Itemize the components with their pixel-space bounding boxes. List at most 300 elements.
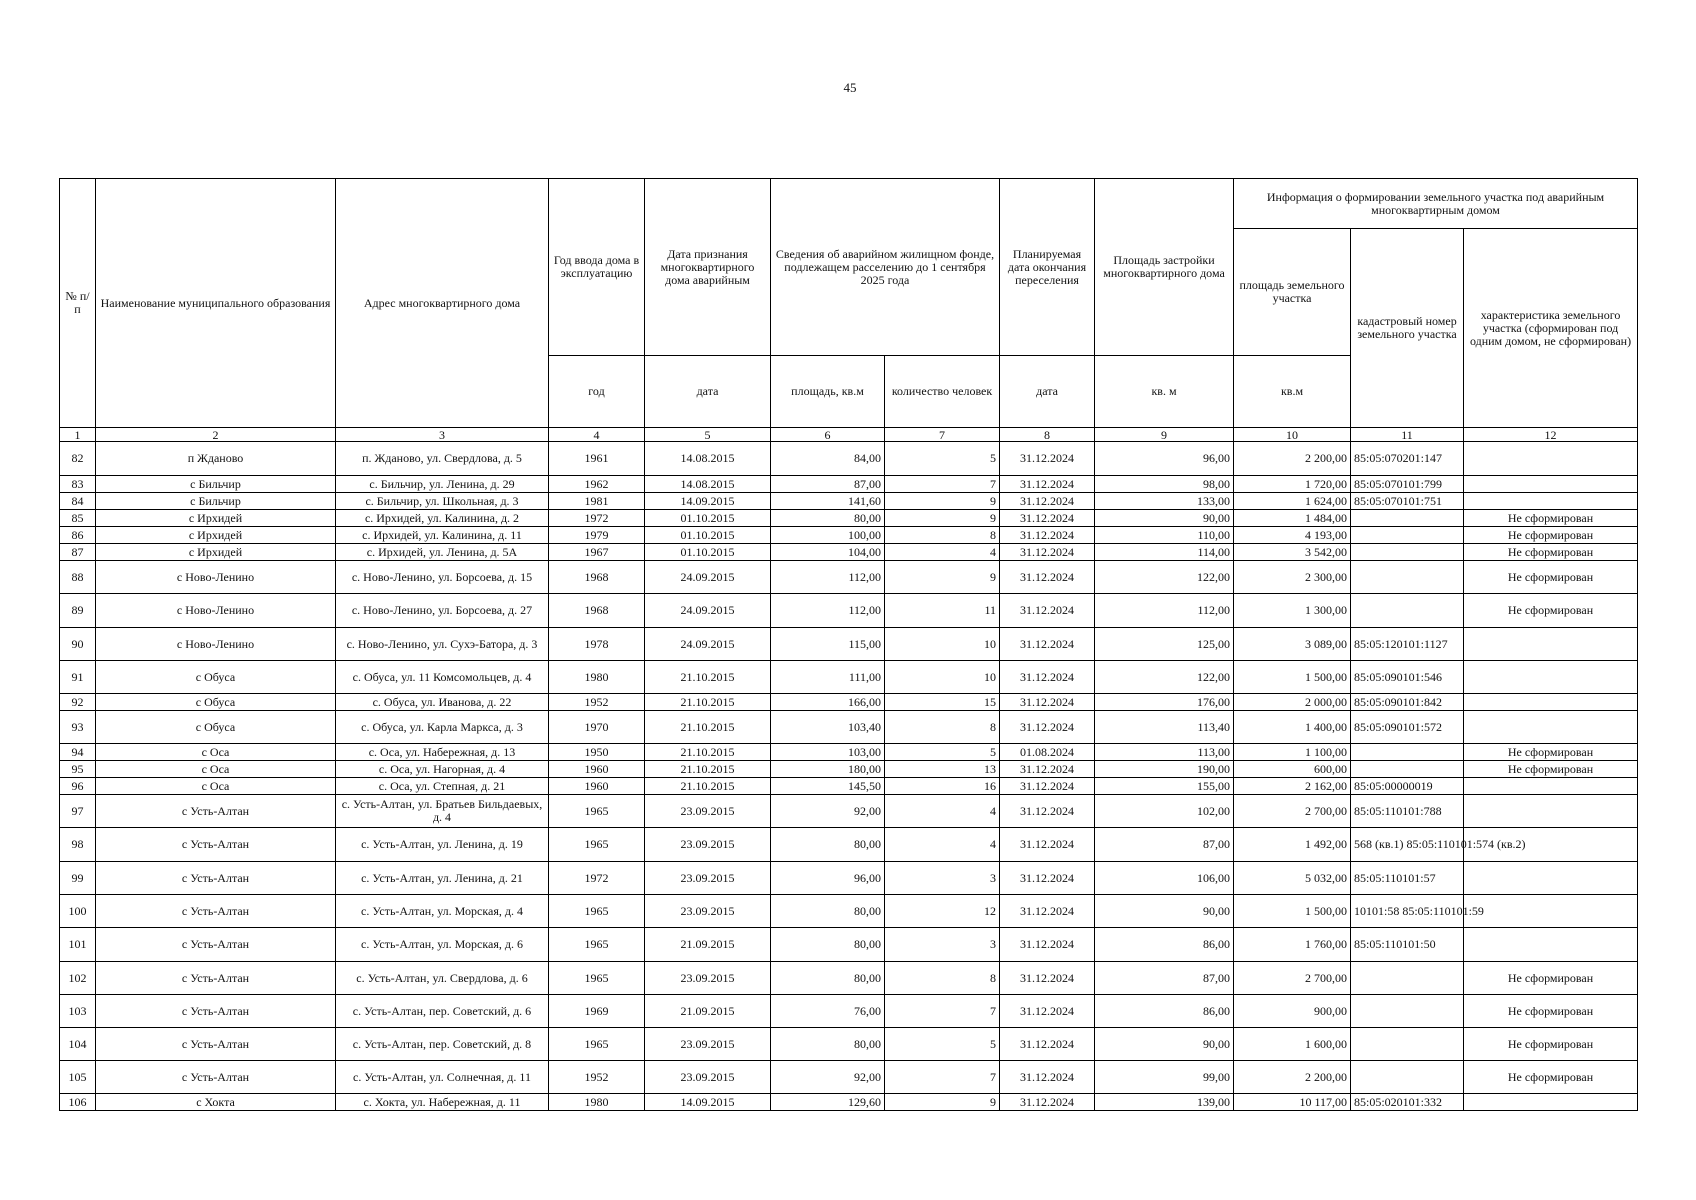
people-count-cell: 8 — [885, 711, 1000, 744]
commission-year-cell: 1968 — [549, 561, 645, 594]
cadastral-number-cell — [1351, 561, 1464, 594]
column-number: 11 — [1351, 428, 1464, 442]
municipality-cell: с Обуса — [96, 711, 336, 744]
cadastral-number-cell: 10101:58 85:05:110101:59 — [1351, 895, 1464, 928]
land-area-cell: 1 484,00 — [1234, 510, 1351, 527]
building-area-cell: 139,00 — [1095, 1094, 1234, 1111]
emergency-area-cell: 80,00 — [771, 928, 885, 962]
emergency-date-cell: 23.09.2015 — [645, 962, 771, 995]
table-row — [60, 510, 1638, 527]
emergency-date-cell: 14.08.2015 — [645, 442, 771, 476]
land-characteristic-cell — [1464, 928, 1638, 962]
emergency-area-cell: 100,00 — [771, 527, 885, 544]
emergency-area-cell: 92,00 — [771, 1061, 885, 1094]
cadastral-number-cell — [1351, 761, 1464, 778]
table-row — [60, 761, 1638, 778]
people-count-cell: 7 — [885, 995, 1000, 1028]
header-municipality: Наименование муниципального образования — [96, 179, 336, 428]
land-characteristic-cell: Не сформирован — [1464, 510, 1638, 527]
address-cell: с. Бильчир, ул. Ленина, д. 29 — [336, 476, 549, 493]
municipality-cell: с Ирхидей — [96, 527, 336, 544]
planned-date-cell: 31.12.2024 — [1000, 962, 1095, 995]
building-area-cell: 176,00 — [1095, 694, 1234, 711]
building-area-cell: 90,00 — [1095, 1028, 1234, 1061]
land-area-cell: 1 500,00 — [1234, 895, 1351, 928]
header-land-characteristic: характеристика земельного участка (сформирован под одним домом, не сформирован) — [1464, 229, 1638, 428]
subheader-people: количество человек — [885, 356, 1000, 428]
building-area-cell: 122,00 — [1095, 561, 1234, 594]
cadastral-number-cell: 85:05:110101:57 — [1351, 862, 1464, 895]
land-characteristic-cell: Не сформирован — [1464, 527, 1638, 544]
subheader-land-sqm: кв.м — [1234, 356, 1351, 428]
building-area-cell: 125,00 — [1095, 628, 1234, 661]
table-row — [60, 895, 1638, 928]
header-land-area: площадь земельного участка — [1234, 229, 1351, 356]
land-area-cell: 1 400,00 — [1234, 711, 1351, 744]
row-number-cell: 90 — [60, 628, 96, 661]
emergency-date-cell: 24.09.2015 — [645, 594, 771, 628]
land-area-cell: 3 542,00 — [1234, 544, 1351, 561]
commission-year-cell: 1960 — [549, 778, 645, 795]
planned-date-cell: 31.12.2024 — [1000, 527, 1095, 544]
cadastral-number-cell: 85:05:110101:50 — [1351, 928, 1464, 962]
emergency-date-cell: 21.10.2015 — [645, 761, 771, 778]
table-row — [60, 694, 1638, 711]
table-row — [60, 628, 1638, 661]
row-number-cell: 91 — [60, 661, 96, 694]
cadastral-number-cell: 85:05:090101:572 — [1351, 711, 1464, 744]
column-number: 5 — [645, 428, 771, 442]
municipality-cell: п Жданово — [96, 442, 336, 476]
address-cell: с. Усть-Алтан, пер. Советский, д. 8 — [336, 1028, 549, 1061]
commission-year-cell: 1970 — [549, 711, 645, 744]
column-number: 4 — [549, 428, 645, 442]
table-row — [60, 561, 1638, 594]
municipality-cell: с Оса — [96, 778, 336, 795]
header-number: № п/п — [60, 179, 96, 428]
commission-year-cell: 1981 — [549, 493, 645, 510]
address-cell: с. Обуса, ул. 11 Комсомольцев, д. 4 — [336, 661, 549, 694]
emergency-date-cell: 14.09.2015 — [645, 493, 771, 510]
municipality-cell: с Ново-Ленино — [96, 628, 336, 661]
address-cell: с. Усть-Алтан, ул. Солнечная, д. 11 — [336, 1061, 549, 1094]
land-area-cell: 1 600,00 — [1234, 1028, 1351, 1061]
municipality-cell: с Обуса — [96, 661, 336, 694]
address-cell: с. Оса, ул. Набережная, д. 13 — [336, 744, 549, 761]
building-area-cell: 90,00 — [1095, 895, 1234, 928]
commission-year-cell: 1972 — [549, 862, 645, 895]
land-characteristic-cell — [1464, 862, 1638, 895]
emergency-date-cell: 21.10.2015 — [645, 711, 771, 744]
land-area-cell: 2 700,00 — [1234, 795, 1351, 828]
building-area-cell: 90,00 — [1095, 510, 1234, 527]
planned-date-cell: 31.12.2024 — [1000, 862, 1095, 895]
building-area-cell: 113,00 — [1095, 744, 1234, 761]
commission-year-cell: 1972 — [549, 510, 645, 527]
municipality-cell: с Хокта — [96, 1094, 336, 1111]
row-number-cell: 89 — [60, 594, 96, 628]
planned-date-cell: 31.12.2024 — [1000, 493, 1095, 510]
emergency-area-cell: 84,00 — [771, 442, 885, 476]
land-area-cell: 2 000,00 — [1234, 694, 1351, 711]
cadastral-number-cell: 85:05:120101:1127 — [1351, 628, 1464, 661]
table-row — [60, 527, 1638, 544]
table-row — [60, 795, 1638, 828]
emergency-date-cell: 21.09.2015 — [645, 995, 771, 1028]
subheader-year: год — [549, 356, 645, 428]
cadastral-number-cell: 85:05:070101:751 — [1351, 493, 1464, 510]
building-area-cell: 86,00 — [1095, 995, 1234, 1028]
planned-date-cell: 31.12.2024 — [1000, 928, 1095, 962]
header-building-area: Площадь застройки многоквартирного дома — [1095, 179, 1234, 356]
people-count-cell: 5 — [885, 1028, 1000, 1061]
table-row — [60, 744, 1638, 761]
municipality-cell: с Усть-Алтан — [96, 795, 336, 828]
people-count-cell: 8 — [885, 527, 1000, 544]
building-area-cell: 114,00 — [1095, 544, 1234, 561]
cadastral-number-cell — [1351, 995, 1464, 1028]
municipality-cell: с Усть-Алтан — [96, 1028, 336, 1061]
row-number-cell: 101 — [60, 928, 96, 962]
people-count-cell: 8 — [885, 962, 1000, 995]
row-number-cell: 86 — [60, 527, 96, 544]
emergency-date-cell: 21.10.2015 — [645, 778, 771, 795]
emergency-area-cell: 92,00 — [771, 795, 885, 828]
people-count-cell: 7 — [885, 1061, 1000, 1094]
row-number-cell: 100 — [60, 895, 96, 928]
people-count-cell: 3 — [885, 862, 1000, 895]
emergency-date-cell: 01.10.2015 — [645, 527, 771, 544]
header-address: Адрес многоквартирного дома — [336, 179, 549, 428]
table-row — [60, 493, 1638, 510]
planned-date-cell: 31.12.2024 — [1000, 442, 1095, 476]
emergency-area-cell: 76,00 — [771, 995, 885, 1028]
emergency-date-cell: 23.09.2015 — [645, 862, 771, 895]
commission-year-cell: 1965 — [549, 928, 645, 962]
column-number: 3 — [336, 428, 549, 442]
municipality-cell: с Усть-Алтан — [96, 962, 336, 995]
table-row — [60, 711, 1638, 744]
address-cell: с. Бильчир, ул. Школьная, д. 3 — [336, 493, 549, 510]
planned-date-cell: 31.12.2024 — [1000, 778, 1095, 795]
row-number-cell: 94 — [60, 744, 96, 761]
cadastral-number-cell: 568 (кв.1) 85:05:110101:574 (кв.2) — [1351, 828, 1464, 862]
column-number: 9 — [1095, 428, 1234, 442]
land-characteristic-cell — [1464, 778, 1638, 795]
emergency-area-cell: 80,00 — [771, 895, 885, 928]
emergency-date-cell: 23.09.2015 — [645, 1061, 771, 1094]
table-row — [60, 928, 1638, 962]
cadastral-number-cell: 85:05:020101:332 — [1351, 1094, 1464, 1111]
planned-date-cell: 31.12.2024 — [1000, 561, 1095, 594]
municipality-cell: с Оса — [96, 761, 336, 778]
column-number: 2 — [96, 428, 336, 442]
cadastral-number-cell: 85:05:070201:147 — [1351, 442, 1464, 476]
column-number: 8 — [1000, 428, 1095, 442]
land-area-cell: 1 760,00 — [1234, 928, 1351, 962]
municipality-cell: с Обуса — [96, 694, 336, 711]
people-count-cell: 16 — [885, 778, 1000, 795]
people-count-cell: 11 — [885, 594, 1000, 628]
page-number: 45 — [843, 80, 857, 95]
people-count-cell: 12 — [885, 895, 1000, 928]
row-number-cell: 83 — [60, 476, 96, 493]
land-area-cell: 1 720,00 — [1234, 476, 1351, 493]
address-cell: с. Усть-Алтан, ул. Морская, д. 6 — [336, 928, 549, 962]
address-cell: с. Усть-Алтан, ул. Морская, д. 4 — [336, 895, 549, 928]
land-characteristic-cell: Не сформирован — [1464, 744, 1638, 761]
emergency-area-cell: 145,50 — [771, 778, 885, 795]
land-area-cell: 5 032,00 — [1234, 862, 1351, 895]
planned-date-cell: 31.12.2024 — [1000, 895, 1095, 928]
people-count-cell: 10 — [885, 661, 1000, 694]
address-cell: с. Ирхидей, ул. Калинина, д. 11 — [336, 527, 549, 544]
building-area-cell: 110,00 — [1095, 527, 1234, 544]
row-number-cell: 102 — [60, 962, 96, 995]
planned-date-cell: 01.08.2024 — [1000, 744, 1095, 761]
commission-year-cell: 1980 — [549, 661, 645, 694]
municipality-cell: с Оса — [96, 744, 336, 761]
address-cell: с. Усть-Алтан, ул. Ленина, д. 19 — [336, 828, 549, 862]
building-area-cell: 190,00 — [1095, 761, 1234, 778]
emergency-area-cell: 96,00 — [771, 862, 885, 895]
building-area-cell: 86,00 — [1095, 928, 1234, 962]
planned-date-cell: 31.12.2024 — [1000, 510, 1095, 527]
municipality-cell: с Ирхидей — [96, 544, 336, 561]
table-row — [60, 778, 1638, 795]
address-cell: с. Ново-Ленино, ул. Борсоева, д. 27 — [336, 594, 549, 628]
header-land-plot-group: Информация о формировании земельного участка под аварийным многоквартирным домом — [1234, 179, 1638, 229]
planned-date-cell: 31.12.2024 — [1000, 476, 1095, 493]
people-count-cell: 5 — [885, 744, 1000, 761]
address-cell: п. Жданово, ул. Свердлова, д. 5 — [336, 442, 549, 476]
land-characteristic-cell — [1464, 795, 1638, 828]
planned-date-cell: 31.12.2024 — [1000, 1028, 1095, 1061]
emergency-date-cell: 21.10.2015 — [645, 744, 771, 761]
row-number-cell: 87 — [60, 544, 96, 561]
table-row — [60, 661, 1638, 694]
cadastral-number-cell: 85:05:110101:788 — [1351, 795, 1464, 828]
building-area-cell: 87,00 — [1095, 962, 1234, 995]
emergency-housing-table — [59, 178, 1638, 1111]
commission-year-cell: 1967 — [549, 544, 645, 561]
column-number: 1 — [60, 428, 96, 442]
row-number-cell: 104 — [60, 1028, 96, 1061]
municipality-cell: с Бильчир — [96, 476, 336, 493]
address-cell: с. Усть-Алтан, пер. Советский, д. 6 — [336, 995, 549, 1028]
land-area-cell: 3 089,00 — [1234, 628, 1351, 661]
emergency-area-cell: 115,00 — [771, 628, 885, 661]
building-area-cell: 112,00 — [1095, 594, 1234, 628]
land-area-cell: 1 624,00 — [1234, 493, 1351, 510]
cadastral-number-cell — [1351, 594, 1464, 628]
commission-year-cell: 1965 — [549, 828, 645, 862]
row-number-cell: 99 — [60, 862, 96, 895]
planned-date-cell: 31.12.2024 — [1000, 795, 1095, 828]
land-area-cell: 1 300,00 — [1234, 594, 1351, 628]
people-count-cell: 9 — [885, 493, 1000, 510]
address-cell: с. Обуса, ул. Карла Маркса, д. 3 — [336, 711, 549, 744]
row-number-cell: 92 — [60, 694, 96, 711]
cadastral-number-cell — [1351, 510, 1464, 527]
emergency-area-cell: 111,00 — [771, 661, 885, 694]
land-characteristic-cell — [1464, 895, 1638, 928]
column-number: 7 — [885, 428, 1000, 442]
municipality-cell: с Усть-Алтан — [96, 995, 336, 1028]
table-header — [60, 179, 1638, 442]
people-count-cell: 13 — [885, 761, 1000, 778]
land-characteristic-cell: Не сформирован — [1464, 962, 1638, 995]
table-body — [60, 442, 1638, 1111]
emergency-area-cell: 166,00 — [771, 694, 885, 711]
table-row — [60, 828, 1638, 862]
land-area-cell: 2 300,00 — [1234, 561, 1351, 594]
planned-date-cell: 31.12.2024 — [1000, 628, 1095, 661]
row-number-cell: 96 — [60, 778, 96, 795]
emergency-area-cell: 80,00 — [771, 962, 885, 995]
municipality-cell: с Усть-Алтан — [96, 895, 336, 928]
row-number-cell: 84 — [60, 493, 96, 510]
land-characteristic-cell — [1464, 711, 1638, 744]
emergency-date-cell: 21.10.2015 — [645, 661, 771, 694]
people-count-cell: 3 — [885, 928, 1000, 962]
commission-year-cell: 1978 — [549, 628, 645, 661]
commission-year-cell: 1965 — [549, 962, 645, 995]
table-row — [60, 1094, 1638, 1111]
land-characteristic-cell — [1464, 694, 1638, 711]
planned-date-cell: 31.12.2024 — [1000, 594, 1095, 628]
people-count-cell: 4 — [885, 828, 1000, 862]
table-row — [60, 862, 1638, 895]
row-number-cell: 88 — [60, 561, 96, 594]
header-emergency-date: Дата признания многоквартирного дома аварийным — [645, 179, 771, 356]
emergency-area-cell: 80,00 — [771, 1028, 885, 1061]
emergency-date-cell: 24.09.2015 — [645, 561, 771, 594]
planned-date-cell: 31.12.2024 — [1000, 1061, 1095, 1094]
header-emergency-fund: Сведения об аварийном жилищном фонде, подлежащем расселению до 1 сентября 2025 года — [771, 179, 1000, 356]
table-row — [60, 962, 1638, 995]
land-area-cell: 10 117,00 — [1234, 1094, 1351, 1111]
commission-year-cell: 1961 — [549, 442, 645, 476]
column-number-row — [60, 428, 1638, 442]
municipality-cell: с Усть-Алтан — [96, 928, 336, 962]
commission-year-cell: 1979 — [549, 527, 645, 544]
subheader-sqm: кв. м — [1095, 356, 1234, 428]
planned-date-cell: 31.12.2024 — [1000, 761, 1095, 778]
row-number-cell: 98 — [60, 828, 96, 862]
commission-year-cell: 1965 — [549, 895, 645, 928]
cadastral-number-cell — [1351, 544, 1464, 561]
address-cell: с. Оса, ул. Степная, д. 21 — [336, 778, 549, 795]
address-cell: с. Ирхидей, ул. Калинина, д. 2 — [336, 510, 549, 527]
municipality-cell: с Ирхидей — [96, 510, 336, 527]
land-characteristic-cell: Не сформирован — [1464, 1061, 1638, 1094]
emergency-area-cell: 87,00 — [771, 476, 885, 493]
land-area-cell: 900,00 — [1234, 995, 1351, 1028]
address-cell: с. Обуса, ул. Иванова, д. 22 — [336, 694, 549, 711]
cadastral-number-cell — [1351, 744, 1464, 761]
address-cell: с. Ирхидей, ул. Ленина, д. 5А — [336, 544, 549, 561]
emergency-date-cell: 23.09.2015 — [645, 795, 771, 828]
address-cell: с. Хокта, ул. Набережная, д. 11 — [336, 1094, 549, 1111]
commission-year-cell: 1980 — [549, 1094, 645, 1111]
address-cell: с. Усть-Алтан, ул. Свердлова, д. 6 — [336, 962, 549, 995]
row-number-cell: 97 — [60, 795, 96, 828]
table-row — [60, 594, 1638, 628]
commission-year-cell: 1969 — [549, 995, 645, 1028]
municipality-cell: с Ново-Ленино — [96, 561, 336, 594]
land-characteristic-cell — [1464, 661, 1638, 694]
land-characteristic-cell: Не сформирован — [1464, 561, 1638, 594]
row-number-cell: 95 — [60, 761, 96, 778]
emergency-date-cell: 24.09.2015 — [645, 628, 771, 661]
table-row — [60, 995, 1638, 1028]
cadastral-number-cell: 85:05:00000019 — [1351, 778, 1464, 795]
commission-year-cell: 1952 — [549, 1061, 645, 1094]
municipality-cell: с Усть-Алтан — [96, 1061, 336, 1094]
emergency-date-cell: 23.09.2015 — [645, 895, 771, 928]
building-area-cell: 122,00 — [1095, 661, 1234, 694]
building-area-cell: 98,00 — [1095, 476, 1234, 493]
cadastral-number-cell — [1351, 527, 1464, 544]
column-number: 10 — [1234, 428, 1351, 442]
land-characteristic-cell: Не сформирован — [1464, 544, 1638, 561]
row-number-cell: 82 — [60, 442, 96, 476]
land-area-cell: 1 100,00 — [1234, 744, 1351, 761]
cadastral-number-cell: 85:05:090101:546 — [1351, 661, 1464, 694]
cadastral-number-cell — [1351, 1028, 1464, 1061]
municipality-cell: с Усть-Алтан — [96, 828, 336, 862]
land-area-cell: 4 193,00 — [1234, 527, 1351, 544]
land-area-cell: 2 200,00 — [1234, 1061, 1351, 1094]
commission-year-cell: 1965 — [549, 1028, 645, 1061]
land-characteristic-cell: Не сформирован — [1464, 761, 1638, 778]
emergency-area-cell: 129,60 — [771, 1094, 885, 1111]
emergency-date-cell: 01.10.2015 — [645, 510, 771, 527]
planned-date-cell: 31.12.2024 — [1000, 544, 1095, 561]
table-row — [60, 442, 1638, 476]
land-characteristic-cell: Не сформирован — [1464, 995, 1638, 1028]
subheader-plan-date: дата — [1000, 356, 1095, 428]
commission-year-cell: 1960 — [549, 761, 645, 778]
emergency-area-cell: 104,00 — [771, 544, 885, 561]
planned-date-cell: 31.12.2024 — [1000, 711, 1095, 744]
row-number-cell: 103 — [60, 995, 96, 1028]
column-number: 6 — [771, 428, 885, 442]
commission-year-cell: 1968 — [549, 594, 645, 628]
table-row — [60, 544, 1638, 561]
building-area-cell: 133,00 — [1095, 493, 1234, 510]
subheader-date: дата — [645, 356, 771, 428]
emergency-area-cell: 180,00 — [771, 761, 885, 778]
address-cell: с. Оса, ул. Нагорная, д. 4 — [336, 761, 549, 778]
building-area-cell: 155,00 — [1095, 778, 1234, 795]
planned-date-cell: 31.12.2024 — [1000, 828, 1095, 862]
building-area-cell: 96,00 — [1095, 442, 1234, 476]
emergency-date-cell: 23.09.2015 — [645, 1028, 771, 1061]
cadastral-number-cell: 85:05:090101:842 — [1351, 694, 1464, 711]
emergency-date-cell: 14.09.2015 — [645, 1094, 771, 1111]
building-area-cell: 99,00 — [1095, 1061, 1234, 1094]
emergency-date-cell: 14.08.2015 — [645, 476, 771, 493]
table-row — [60, 1061, 1638, 1094]
column-number: 12 — [1464, 428, 1638, 442]
people-count-cell: 9 — [885, 561, 1000, 594]
emergency-area-cell: 80,00 — [771, 510, 885, 527]
municipality-cell: с Усть-Алтан — [96, 862, 336, 895]
header-planned-date: Планируемая дата окончания переселения — [1000, 179, 1095, 356]
emergency-area-cell: 141,60 — [771, 493, 885, 510]
